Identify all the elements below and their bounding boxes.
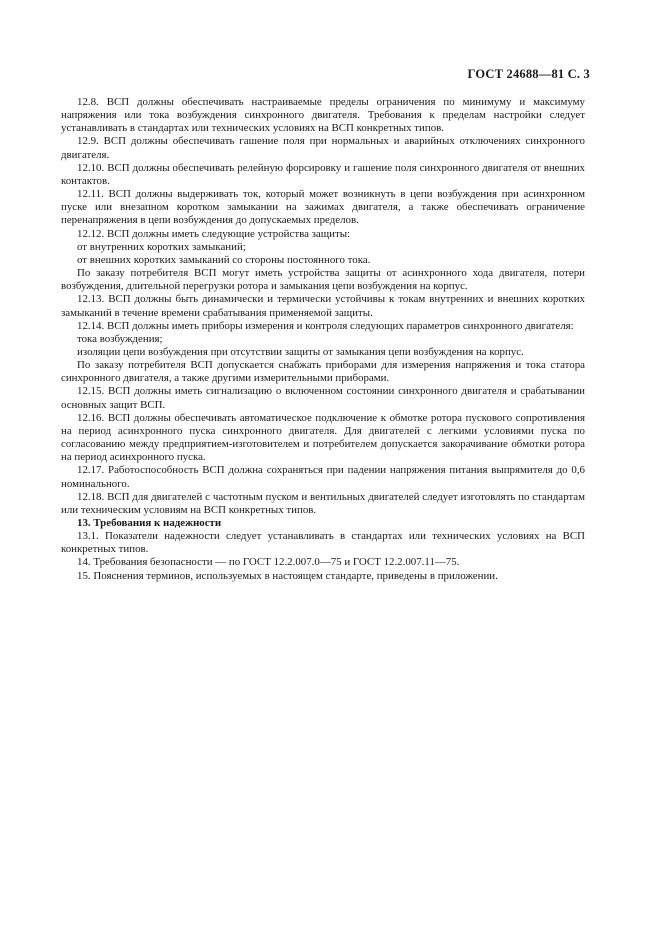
clause-12-14: 12.14. ВСП должны иметь приборы измерения и контроля следующих параметров синхронного двигателя:: [77, 319, 574, 332]
clause-12-12-note: По заказу потребителя ВСП могут иметь устройства защиты от асинхронного хода двигателя, потери возбуждения, длительной перегрузки ротора и замыкания цепи возбуждения на корпус.: [61, 267, 585, 293]
clause-12-12-item-1: от внутренних коротких замыканий;: [77, 240, 246, 253]
clause-12-12: 12.12. ВСП должны иметь следующие устройства защиты:: [77, 227, 351, 240]
clause-12-11: 12.11. ВСП должны выдерживать ток, который может возникнуть в цепи возбуждения при асинхронном пуске или внезапном коротком замыкании на зажимах двигателя, а также обеспечивать ограничение перенапряжения в цепи возбуждения до допускаемых пределов.: [61, 188, 585, 227]
clause-12-14-note: По заказу потребителя ВСП допускается снабжать приборами для измерения напряжения и тока статора синхронного двигателя, а также другими измерительными приборами.: [61, 359, 585, 385]
clause-12-17: 12.17. Работоспособность ВСП должна сохраняться при падении напряжения питания выпрямителя до 0,6 номинального.: [61, 464, 585, 490]
clause-12-8: 12.8. ВСП должны обеспечивать настраиваемые пределы ограничения по минимуму и максимуму напряжения или тока возбуждения синхронного двигателя. Требования к пределам настройки следует устанавливать в стандартах или технических условиях на ВСП конкретных типов.: [61, 96, 585, 135]
clause-12-14-item-1: тока возбуждения;: [77, 332, 163, 345]
clause-15: 15. Пояснения терминов, используемых в настоящем стандарте, приведены в приложении.: [77, 569, 498, 582]
clause-12-9: 12.9. ВСП должны обеспечивать гашение поля при нормальных и аварийных отключениях синхронного двигателя.: [61, 135, 585, 161]
page-header: ГОСТ 24688—81 С. 3: [467, 67, 590, 81]
clause-13-1: 13.1. Показатели надежности следует устанавливать в стандартах или технических условиях на ВСП конкретных типов.: [61, 530, 585, 556]
clause-12-12-item-2: от внешних коротких замыканий со стороны постоянного тока.: [77, 253, 371, 266]
clause-14: 14. Требования безопасности — по ГОСТ 12.2.007.0—75 и ГОСТ 12.2.007.11—75.: [77, 556, 460, 569]
clause-12-10: 12.10. ВСП должны обеспечивать релейную форсировку и гашение поля синхронного двигателя от внешних контактов.: [61, 161, 585, 187]
clause-12-15: 12.15. ВСП должны иметь сигнализацию о включенном состоянии синхронного двигателя и срабатывании основных защит ВСП.: [61, 385, 585, 411]
section-13-heading: 13. Требования к надежности: [77, 517, 222, 529]
document-body: [61, 96, 585, 583]
clause-12-16: 12.16. ВСП должны обеспечивать автоматическое подключение к обмотке ротора пускового сопротивления на период асинхронного пуска синхронного двигателя. Для двигателей с легкими условиями пуска по согласованию между предприятием-изготовителем и потребителем допускается закорачивание обмотки ротора на период асинхронного пуска.: [61, 411, 585, 464]
clause-12-13: 12.13. ВСП должны быть динамически и термически устойчивы к токам внутренних и внешних коротких замыканий в течение времени срабатывания применяемой защиты.: [61, 293, 585, 319]
clause-12-18: 12.18. ВСП для двигателей с частотным пуском и вентильных двигателей следует изготовлять по стандартам или техническим условиям на ВСП конкретных типов.: [61, 490, 585, 516]
clause-12-14-item-2: изоляции цепи возбуждения при отсутствии защиты от замыкания цепи возбуждения на корпус.: [77, 345, 524, 358]
